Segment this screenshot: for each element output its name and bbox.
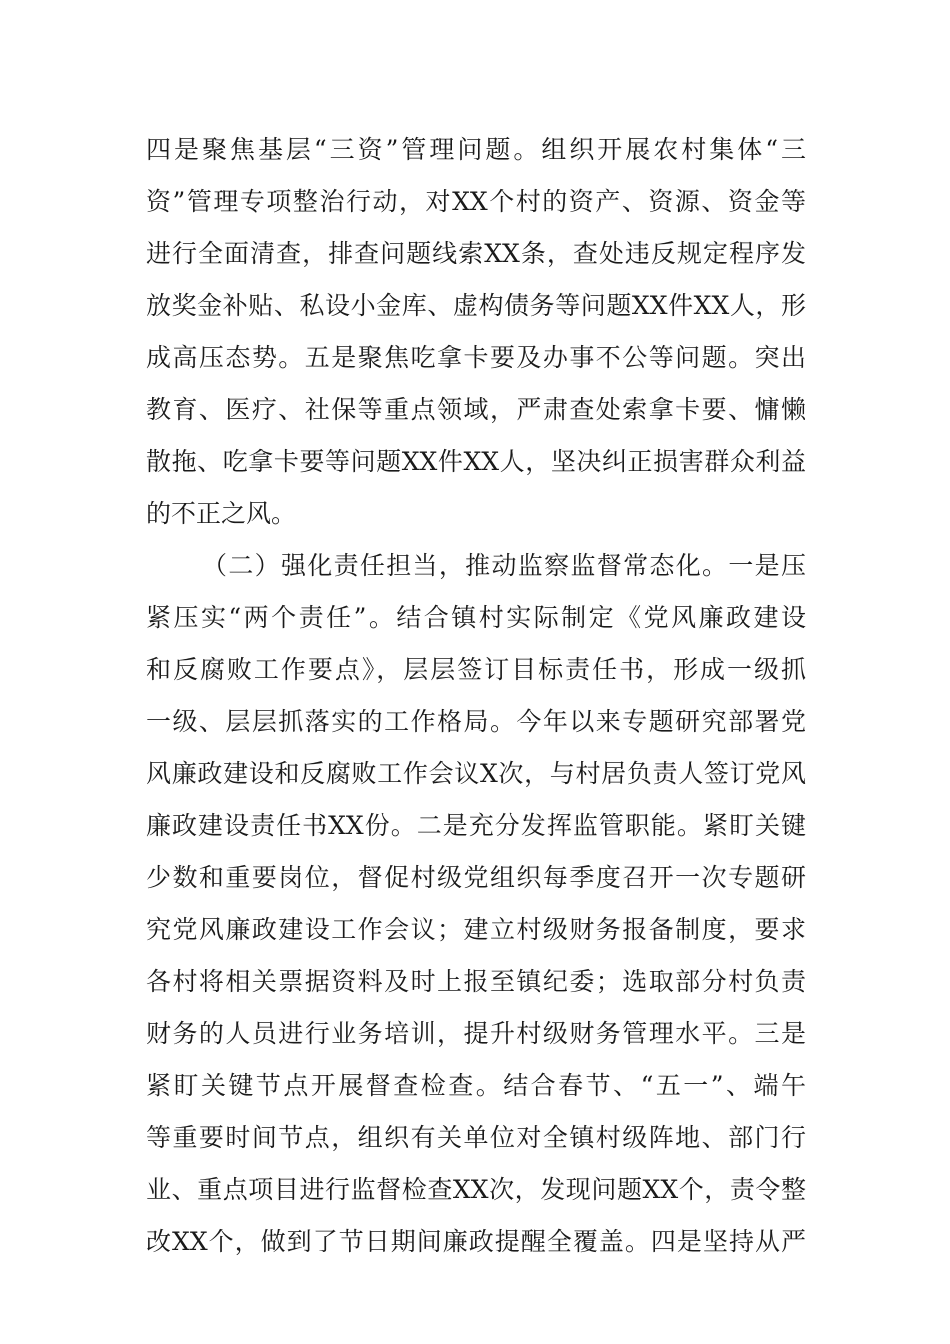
text-line: 业、重点项目进行监督检查XX次，发现问题XX个，责令整	[146, 1175, 806, 1204]
text-line: 成高压态势。五是聚焦吃拿卡要及办事不公等问题。突出	[146, 343, 806, 372]
section-heading-line: （二）强化责任担当，推动监察监督常态化。一是压	[202, 551, 806, 580]
text-line: 紧压实“两个责任”。结合镇村实际制定《党风廉政建设	[146, 603, 806, 632]
text-line: 究党风廉政建设工作会议；建立村级财务报备制度，要求	[146, 915, 806, 944]
text-line: 紧盯关键节点开展督查检查。结合春节、“五一”、端午	[146, 1071, 806, 1100]
text-line: 改XX个，做到了节日期间廉政提醒全覆盖。四是坚持从严	[146, 1227, 806, 1256]
text-line: 资”管理专项整治行动，对XX个村的资产、资源、资金等	[146, 187, 806, 216]
text-line: 一级、层层抓落实的工作格局。今年以来专题研究部署党	[146, 707, 806, 736]
text-line: 各村将相关票据资料及时上报至镇纪委；选取部分村负责	[146, 967, 806, 996]
text-line: 风廉政建设和反腐败工作会议X次，与村居负责人签订党风	[146, 759, 806, 788]
text-line: 少数和重要岗位，督促村级党组织每季度召开一次专题研	[146, 863, 806, 892]
text-line: 散拖、吃拿卡要等问题XX件XX人，坚决纠正损害群众利益	[146, 447, 806, 476]
text-line: 等重要时间节点，组织有关单位对全镇村级阵地、部门行	[146, 1123, 806, 1152]
text-line: 进行全面清查，排查问题线索XX条，查处违反规定程序发	[146, 239, 806, 268]
text-line: 和反腐败工作要点》，层层签订目标责任书，形成一级抓	[146, 655, 806, 684]
text-line: 的不正之风。	[146, 499, 297, 528]
text-line: 廉政建设责任书XX份。二是充分发挥监管职能。紧盯关键	[146, 811, 806, 840]
text-line: 教育、医疗、社保等重点领域，严肃查处索拿卡要、慵懒	[146, 395, 806, 424]
text-line: 四是聚焦基层“三资”管理问题。组织开展农村集体“三	[146, 135, 806, 164]
text-line: 放奖金补贴、私设小金库、虚构债务等问题XX件XX人，形	[146, 291, 806, 320]
text-line: 财务的人员进行业务培训，提升村级财务管理水平。三是	[146, 1019, 806, 1048]
